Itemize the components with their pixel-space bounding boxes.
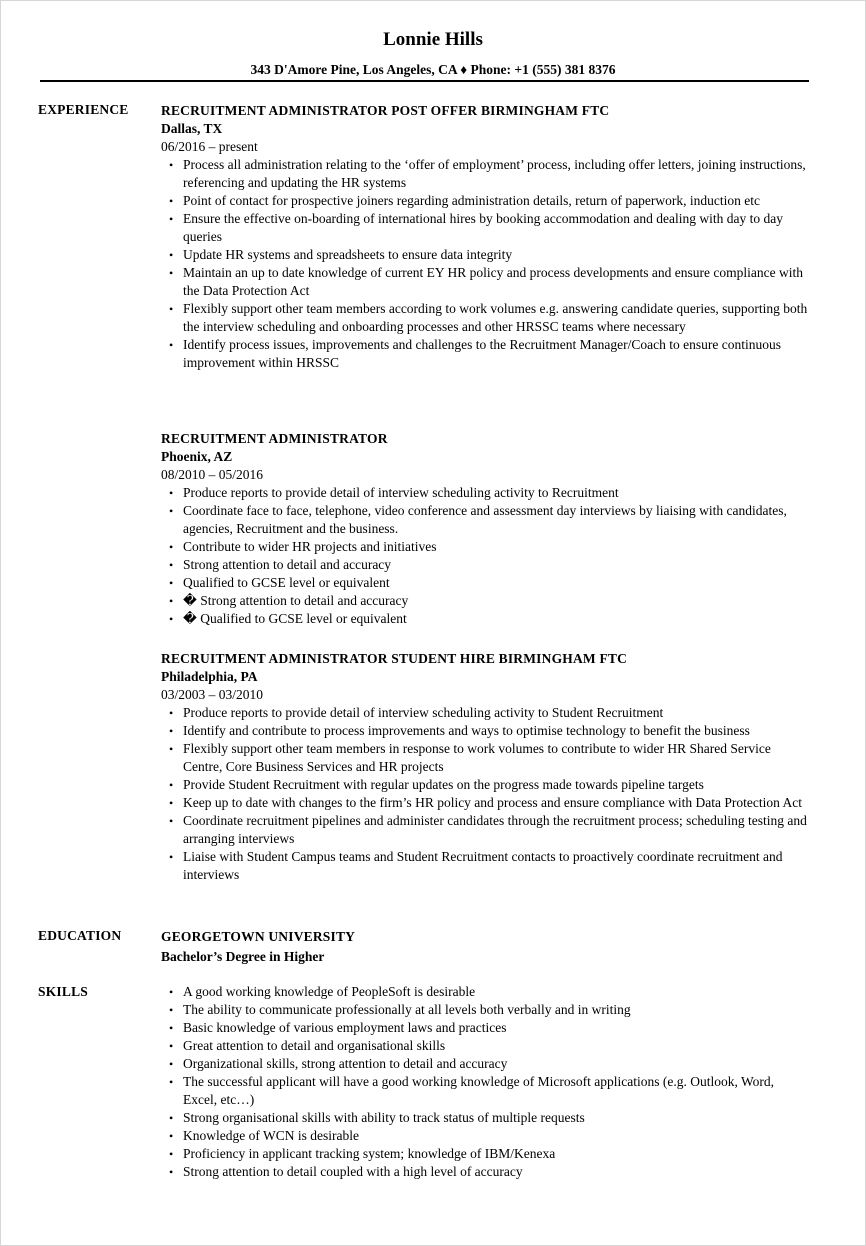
candidate-name: Lonnie Hills bbox=[383, 29, 483, 50]
list-item: • Maintain an up to date knowledge of current EY HR policy and process developments and ensure compliance with the Data Protection Act bbox=[161, 264, 811, 300]
education-entry bbox=[161, 928, 811, 966]
job-bullets bbox=[161, 156, 811, 372]
list-item: • Strong attention to detail coupled with a high level of accuracy bbox=[161, 1163, 811, 1181]
list-item: • Produce reports to provide detail of interview scheduling activity to Student Recruitment bbox=[161, 704, 811, 722]
list-item: • Flexibly support other team members in response to work volumes to contribute to wider HR Shared Service Centre, Core Business Services and HR projects bbox=[161, 740, 811, 776]
section-label-experience: EXPERIENCE bbox=[38, 102, 129, 117]
contact-line: 343 D'Amore Pine, Los Angeles, CA ♦ Phone: +1 (555) 381 8376 bbox=[250, 62, 616, 77]
skills-entry bbox=[161, 983, 811, 1181]
list-item: • Basic knowledge of various employment laws and practices bbox=[161, 1019, 811, 1037]
list-item: • Qualified to GCSE level or equivalent bbox=[161, 574, 811, 592]
list-item: • The successful applicant will have a good working knowledge of Microsoft applications (e.g. Outlook, Word, Excel, etc…) bbox=[161, 1073, 811, 1109]
list-item: • Contribute to wider HR projects and initiatives bbox=[161, 538, 811, 556]
section-label-skills: SKILLS bbox=[38, 984, 88, 999]
list-item: • Proficiency in applicant tracking system; knowledge of IBM/Kenexa bbox=[161, 1145, 811, 1163]
skills-list bbox=[161, 983, 811, 1181]
job-bullets bbox=[161, 704, 811, 884]
header-divider bbox=[40, 80, 809, 82]
job-title: RECRUITMENT ADMINISTRATOR POST OFFER BIRMINGHAM FTC bbox=[161, 103, 610, 118]
list-item: • Update HR systems and spreadsheets to ensure data integrity bbox=[161, 246, 811, 264]
degree: Bachelor’s Degree in Higher bbox=[161, 949, 325, 964]
list-item: • Coordinate recruitment pipelines and administer candidates through the recruitment process; scheduling testing and arranging interviews bbox=[161, 812, 811, 848]
school-name: GEORGETOWN UNIVERSITY bbox=[161, 929, 356, 944]
job-dates: 06/2016 – present bbox=[161, 139, 258, 154]
list-item: • Keep up to date with changes to the firm’s HR policy and process and ensure compliance with Data Protection Act bbox=[161, 794, 811, 812]
list-item: • Flexibly support other team members according to work volumes e.g. answering candidate queries, supporting both the interview scheduling and onboarding processes and other HRSSC teams where necessary bbox=[161, 300, 811, 336]
job-dates: 08/2010 – 05/2016 bbox=[161, 467, 264, 482]
job-bullets bbox=[161, 484, 811, 628]
list-item: • Liaise with Student Campus teams and Student Recruitment contacts to proactively coordinate recruitment and interviews bbox=[161, 848, 811, 884]
list-item: • Process all administration relating to the ‘offer of employment’ process, including offer letters, joining instructions, referencing and updating the HR systems bbox=[161, 156, 811, 192]
section-label-education: EDUCATION bbox=[38, 928, 122, 943]
job-entry bbox=[161, 102, 811, 372]
list-item: • A good working knowledge of PeopleSoft is desirable bbox=[161, 983, 811, 1001]
job-entry bbox=[161, 430, 811, 628]
job-title: RECRUITMENT ADMINISTRATOR bbox=[161, 431, 388, 446]
job-entry bbox=[161, 650, 811, 884]
list-item: • Identify process issues, improvements and challenges to the Recruitment Manager/Coach to ensure continuous improvement within HRSSC bbox=[161, 336, 811, 372]
list-item: • The ability to communicate professionally at all levels both verbally and in writing bbox=[161, 1001, 811, 1019]
job-title: RECRUITMENT ADMINISTRATOR STUDENT HIRE BIRMINGHAM FTC bbox=[161, 651, 628, 666]
list-item: • Identify and contribute to process improvements and ways to optimise technology to benefit the business bbox=[161, 722, 811, 740]
list-item: • � Strong attention to detail and accuracy bbox=[161, 592, 811, 610]
job-dates: 03/2003 – 03/2010 bbox=[161, 687, 264, 702]
job-location: Phoenix, AZ bbox=[161, 449, 233, 464]
list-item: • Strong attention to detail and accuracy bbox=[161, 556, 811, 574]
list-item: • Provide Student Recruitment with regular updates on the progress made towards pipeline targets bbox=[161, 776, 811, 794]
list-item: • Point of contact for prospective joiners regarding administration details, return of paperwork, induction etc bbox=[161, 192, 811, 210]
list-item: • Ensure the effective on-boarding of international hires by booking accommodation and dealing with day to day queries bbox=[161, 210, 811, 246]
list-item: • � Qualified to GCSE level or equivalent bbox=[161, 610, 811, 628]
list-item: • Great attention to detail and organisational skills bbox=[161, 1037, 811, 1055]
list-item: • Strong organisational skills with ability to track status of multiple requests bbox=[161, 1109, 811, 1127]
list-item: • Coordinate face to face, telephone, video conference and assessment day interviews by liaising with candidates, agencies, Recruitment and the business. bbox=[161, 502, 811, 538]
list-item: • Knowledge of WCN is desirable bbox=[161, 1127, 811, 1145]
job-location: Dallas, TX bbox=[161, 121, 223, 136]
job-location: Philadelphia, PA bbox=[161, 669, 258, 684]
list-item: • Organizational skills, strong attention to detail and accuracy bbox=[161, 1055, 811, 1073]
list-item: • Produce reports to provide detail of interview scheduling activity to Recruitment bbox=[161, 484, 811, 502]
